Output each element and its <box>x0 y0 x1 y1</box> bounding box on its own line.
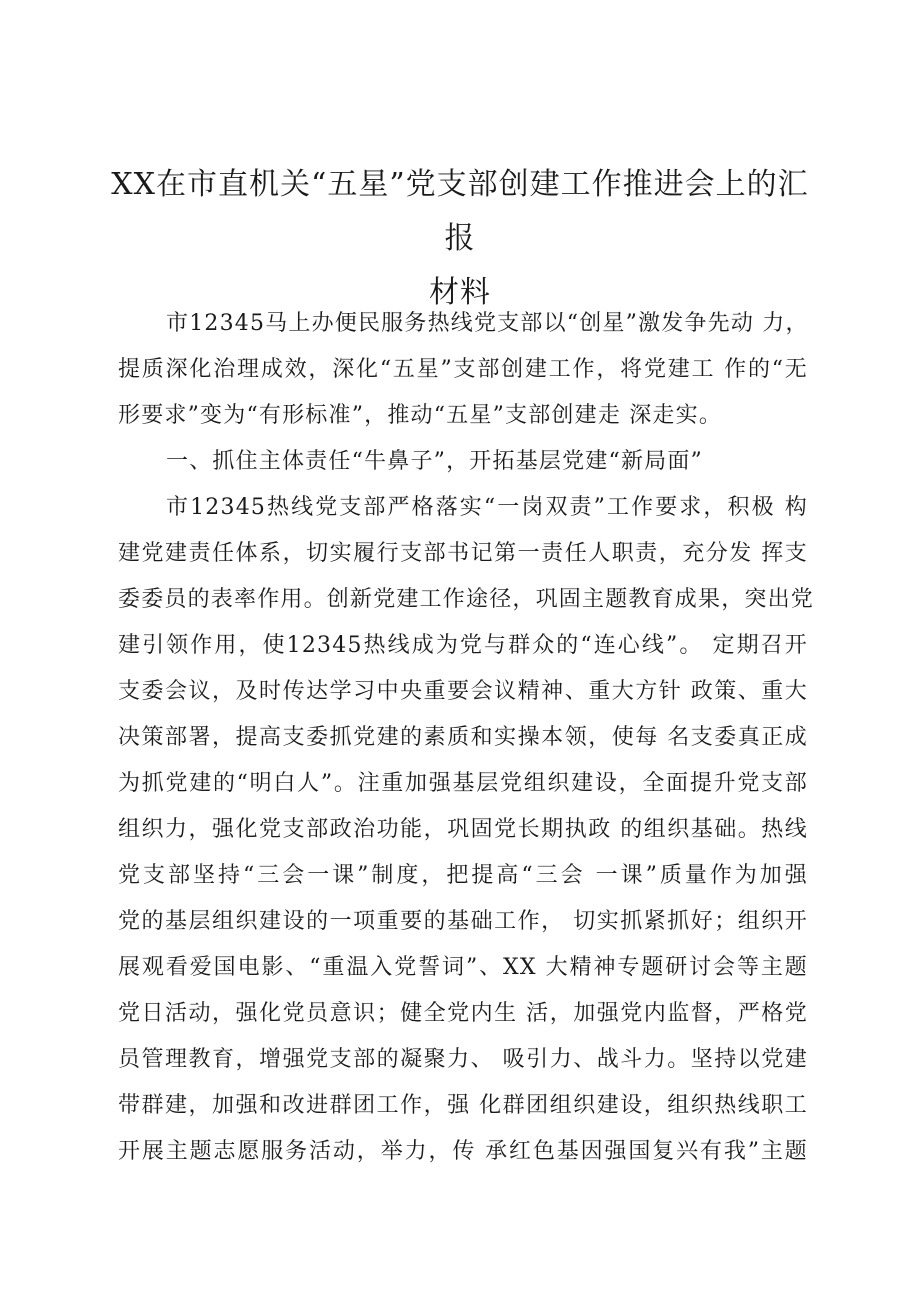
body-line: 组织力，强化党支部政治功能，巩固党长期执政 的组织基础。热线 <box>118 817 808 842</box>
body-line: 为抓党建的“明白人”。注重加强基层党组织建设，全面提升党支部 <box>118 771 808 796</box>
body-line: 党支部坚持“三会一课”制度，把提高“三会 一课”质量作为加强 <box>118 863 808 888</box>
intro-line-2: 提质深化治理成效，深化“五星”支部创建工作，将党建工 作的“无 <box>118 357 808 382</box>
body-line: 展观看爱国电影、“重温入党誓词”、XX 大精神专题研讨会等主题 <box>118 955 808 980</box>
body-line: 决策部署，提高支委抓党建的素质和实操本领，使每 名支委真正成 <box>118 725 808 750</box>
section-heading: 一、抓住主体责任“牛鼻子”，开拓基层党建“新局面” <box>166 449 703 474</box>
intro-line-3: 形要求”变为“有形标准”，推动“五星”支部创建走 深走实。 <box>118 403 723 428</box>
body-line: 带群建，加强和改进群团工作，强 化群团组织建设，组织热线职工 <box>118 1093 808 1118</box>
body-line: 建党建责任体系，切实履行支部书记第一责任人职责，充分发 挥支 <box>118 541 808 566</box>
title-line-2: 材料 <box>429 275 491 310</box>
body-line: 党的基层组织建设的一项重要的基础工作， 切实抓紧抓好；组织开 <box>118 909 808 934</box>
intro-line-1: 市12345马上办便民服务热线党支部以“创星”激发争先动 力， <box>166 311 809 336</box>
title-line-1: XX在市直机关“五星”党支部创建工作推进会上的汇报 <box>111 167 809 256</box>
body-line: 党日活动，强化党员意识；健全党内生 活，加强党内监督，严格党 <box>118 1001 808 1026</box>
body-line: 员管理教育，增强党支部的凝聚力、 吸引力、战斗力。坚持以党建 <box>118 1047 808 1072</box>
body-line: 建引领作用，使12345热线成为党与群众的“连心线”。 定期召开 <box>118 633 808 658</box>
body-line: 支委会议，及时传达学习中央重要会议精神、重大方针 政策、重大 <box>118 679 808 704</box>
body-line: 委委员的表率作用。创新党建工作途径，巩固主题教育成果，突出党 <box>118 587 815 612</box>
body-line: 市12345热线党支部严格落实“一岗双责”工作要求，积极 构 <box>166 495 808 520</box>
document-title <box>100 158 820 320</box>
body-line: 开展主题志愿服务活动，举力，传 承红色基因强国复兴有我”主题 <box>118 1139 808 1164</box>
